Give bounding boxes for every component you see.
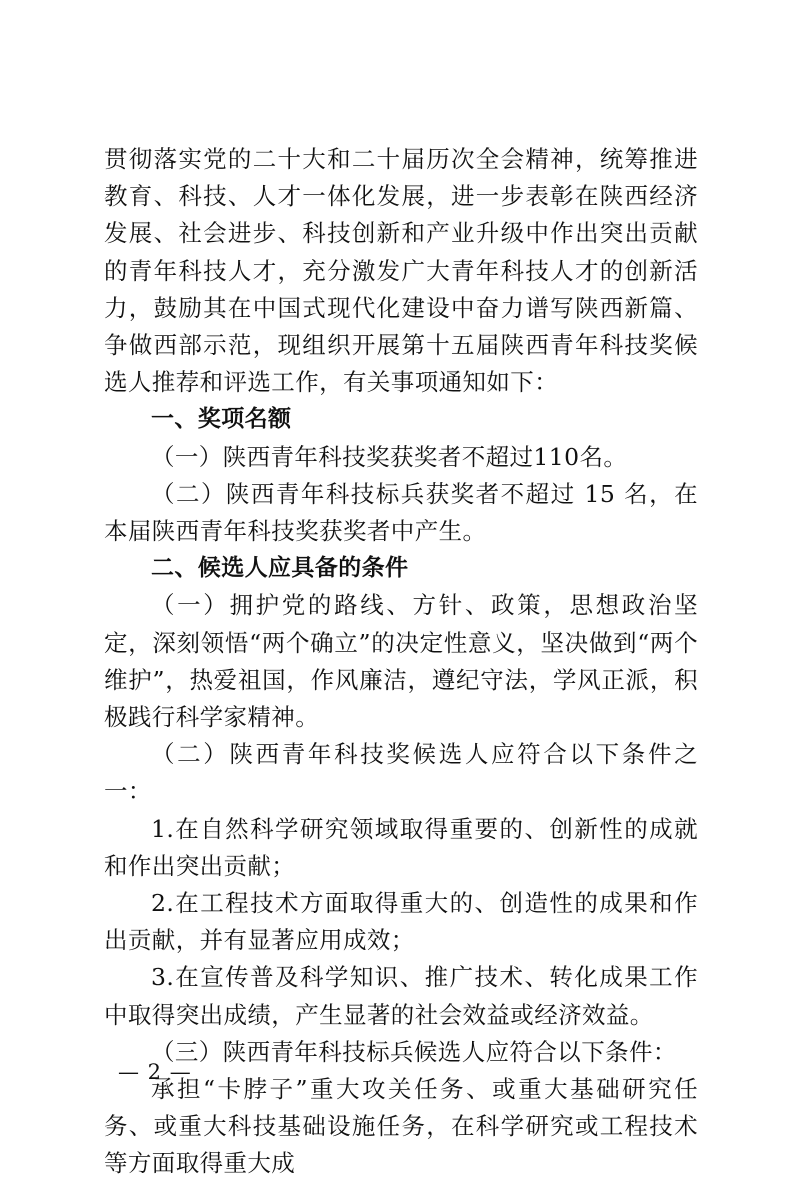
list-item-condition-2-3: 3.在宣传普及科学知识、推广技术、转化成果工作中取得突出成绩，产生显著的社会效益或经济效益。	[104, 963, 698, 1029]
section-heading-candidate-conditions: 二、候选人应具备的条件	[151, 555, 409, 582]
intro-paragraph: 贯彻落实党的二十大和二十届历次全会精神，统筹推进教育、科技、人才一体化发展，进一步表彰在陕西经济发展、社会进步、科技创新和产业升级中作出突出贡献的青年科技人才，充分激发广大青年科技人才的创新活力，鼓励其在中国式现代化建设中奋力谱写陕西新篇、争做西部示范，现组织开展第十五届陕西青年科技奖候选人推荐和评选工作，有关事项通知如下：	[104, 145, 698, 397]
paragraph-condition-3: （三）陕西青年科技标兵候选人应符合以下条件：	[151, 1037, 677, 1066]
paragraph-award-quota-2: （二）陕西青年科技标兵获奖者不超过 15 名，在本届陕西青年科技奖获奖者中产生。	[104, 479, 698, 546]
document-body	[104, 141, 698, 1183]
paragraph-condition-1: （一）拥护党的路线、方针、政策，思想政治坚定，深刻领悟“两个确立”的决定性意义，坚决做到“两个维护”，热爱祖国，作风廉洁，遵纪守法，学风正派，积极践行科学家精神。	[104, 591, 698, 732]
list-item-condition-2-2: 2.在工程技术方面取得重大的、创造性的成果和作出贡献，并有显著应用成效；	[104, 889, 698, 955]
paragraph-condition-3-detail: 承担“卡脖子”重大攻关任务、或重大基础研究任务、或重大科技基础设施任务，在科学研究或工程技术等方面取得重大成	[104, 1075, 698, 1178]
page-number: — 2 —	[118, 1060, 192, 1084]
section-heading-award-quota: 一、奖项名额	[151, 406, 292, 433]
paragraph-condition-2: （二）陕西青年科技奖候选人应符合以下条件之一：	[104, 740, 698, 806]
list-item-condition-2-1: 1.在自然科学研究领域取得重要的、创新性的成就和作出突出贡献；	[104, 814, 698, 880]
paragraph-award-quota-1: （一）陕西青年科技奖获奖者不超过110名。	[151, 442, 628, 471]
